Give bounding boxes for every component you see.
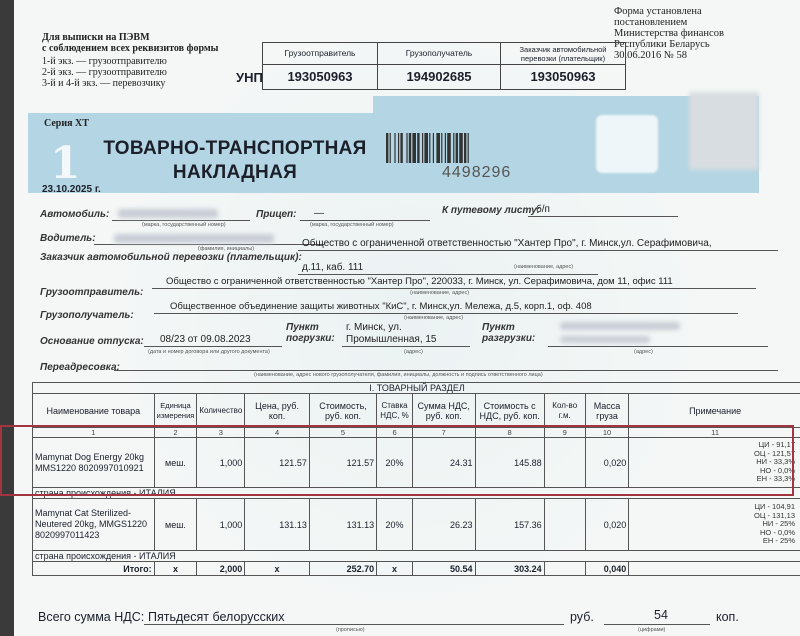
unp-consignee <box>378 43 501 89</box>
release-hint: (дата и номер договора или другого документа) <box>148 349 270 355</box>
unp-value: 194902685 <box>406 69 472 84</box>
totals-price: х <box>245 562 310 576</box>
item-origin: страна происхождения - ИТАЛИЯ <box>33 488 800 499</box>
unp-box <box>262 42 626 90</box>
shipper-label: Грузоотправитель: <box>40 287 144 298</box>
consignee-hint: (наименование, адрес) <box>404 315 464 321</box>
copies-list <box>42 56 167 89</box>
item-price: 121.57 <box>245 438 310 488</box>
col-number: 6 <box>377 428 413 438</box>
readdress-label: Переадресовка: <box>40 362 120 373</box>
note-line: НИ - 33,3% <box>756 457 795 467</box>
item-places <box>544 438 585 488</box>
readdress-line <box>114 370 778 371</box>
col-header: Ставка НДС, % <box>377 394 413 428</box>
item-vat-sum: 26.23 <box>412 499 475 551</box>
series-label: Серия ХТ <box>44 118 89 129</box>
item-note <box>629 499 800 551</box>
table-row <box>33 438 800 488</box>
table-header-row <box>33 394 800 428</box>
waybill-label: К путевому листу: <box>442 205 540 216</box>
item-vat-sum: 24.31 <box>412 438 475 488</box>
col-header: Единица измерения <box>154 394 197 428</box>
customer-label: Заказчик автомобильной перевозки (плательщик): <box>40 252 302 263</box>
col-header: Наименование товара <box>33 394 155 428</box>
release-value: 08/23 от 09.08.2023 <box>160 334 251 345</box>
hologram-stamp <box>689 92 759 170</box>
item-qty: 1,000 <box>197 499 245 551</box>
unp-customer <box>501 43 625 89</box>
item-cost-vat: 157.36 <box>475 499 544 551</box>
waybill-line <box>528 216 678 217</box>
document-date: 23.10.2025 г. <box>42 184 101 195</box>
col-header: Стоимость с НДС, руб. коп. <box>475 394 544 428</box>
consignee-label: Грузополучатель: <box>40 310 134 321</box>
item-vat-rate: 20% <box>377 499 413 551</box>
vehicle-redacted <box>118 209 218 218</box>
col-number-row <box>33 428 800 438</box>
note-line: НИ - 25% <box>762 519 795 529</box>
vat-total-label: Всего сумма НДС: <box>38 610 145 624</box>
vat-kop-value: 54 <box>654 608 668 622</box>
driver-line <box>94 244 324 245</box>
customer-line-2 <box>298 274 598 275</box>
item-cost: 131.13 <box>309 499 376 551</box>
shipper-value: Общество с ограниченной ответственностью "Хантер Про", 220033, г. Минск, ул. Серафимовича, дом 11, офис 111 <box>166 276 673 287</box>
customer-value-1: Общество с ограниченной ответственностью "Хантер Про", г. Минск,ул. Серафимовича, <box>302 238 712 249</box>
form-est-line: Министерства финансов <box>614 28 724 39</box>
form-est-line: Республики Беларусь <box>614 39 710 50</box>
item-vat-rate: 20% <box>377 438 413 488</box>
item-unit: меш. <box>154 438 197 488</box>
unloading-hint: (адрес) <box>634 349 653 355</box>
note-line: ОЦ - 131,13 <box>754 510 795 520</box>
item-price: 131.13 <box>245 499 310 551</box>
pevm-line2: с соблюдением всех реквизитов формы <box>42 43 219 54</box>
consignee-line <box>154 313 738 314</box>
vehicle-label: Автомобиль: <box>40 209 110 220</box>
pevm-line1: Для выписки на ПЭВМ <box>42 32 150 43</box>
item-unit: меш. <box>154 499 197 551</box>
totals-label: Итого: <box>33 562 155 576</box>
loading-label: Пункт погрузки: <box>286 322 335 344</box>
customer-hint: (наименование, адрес) <box>514 264 574 270</box>
section-title: I. ТОВАРНЫЙ РАЗДЕЛ <box>33 383 800 394</box>
readdress-hint: (наименование, адрес нового грузополучателя, фамилия, инициалы, должность и подпись ответственного лица) <box>254 372 543 378</box>
shipper-hint: (наименование, адрес) <box>410 290 470 296</box>
col-header: Количество <box>197 394 245 428</box>
barcode-number: 4498296 <box>442 164 512 181</box>
vat-total-hint-words: (прописью) <box>336 627 365 633</box>
item-cost: 121.57 <box>309 438 376 488</box>
col-number: 4 <box>245 428 310 438</box>
note-line: НО - 0,0% <box>759 527 795 537</box>
copy-1: 1-й экз. — грузоотправителю <box>42 56 167 67</box>
shipper-line <box>152 288 756 289</box>
totals-row <box>33 562 800 576</box>
col-number: 11 <box>629 428 800 438</box>
item-mass: 0,020 <box>585 499 628 551</box>
item-name: Mamynat Cat Sterilized-Neutered 20kg, MMGS1220 8020997011423 <box>33 499 155 551</box>
vat-total-line <box>144 624 564 625</box>
copy-number: 1 <box>50 138 81 189</box>
totals-mass: 0,040 <box>585 562 628 576</box>
col-header: Цена, руб. коп. <box>245 394 310 428</box>
unloading-label: Пункт разгрузки: <box>482 322 536 344</box>
col-number: 2 <box>154 428 197 438</box>
loading-line <box>342 346 470 347</box>
unp-value: 193050963 <box>530 69 596 84</box>
item-note <box>629 438 800 488</box>
loading-hint: (адрес) <box>404 349 423 355</box>
vat-rub-label: руб. <box>570 610 594 624</box>
item-places <box>544 499 585 551</box>
item-origin: страна происхождения - ИТАЛИЯ <box>33 551 800 562</box>
totals-vat-rate: х <box>377 562 413 576</box>
unp-value: 193050963 <box>287 69 353 84</box>
waybill-document <box>14 0 800 636</box>
form-est-line: Форма установлена <box>614 6 702 17</box>
form-est-line: постановлением <box>614 17 688 28</box>
waybill-value: б/п <box>536 204 550 215</box>
unloading-redacted <box>560 322 680 330</box>
security-mark <box>596 115 658 173</box>
trailer-hint: (марка, государственный номер) <box>310 222 394 228</box>
col-number: 10 <box>585 428 628 438</box>
totals-qty: 2,000 <box>197 562 245 576</box>
note-line: ЕН - 33,3% <box>756 474 795 484</box>
col-header: Примечание <box>629 394 800 428</box>
vat-total-hint-digits: (цифрами) <box>638 627 666 633</box>
unloading-line <box>548 346 768 347</box>
unp-shipper <box>263 43 378 89</box>
item-name: Mamynat Dog Energy 20kg MMS1220 8020997010921 <box>33 438 155 488</box>
release-line <box>144 346 282 347</box>
trailer-value: — <box>314 208 324 219</box>
note-line: ЦИ - 104,91 <box>754 502 795 512</box>
unp-head: Грузополучатель <box>378 43 500 65</box>
col-header: Кол-во г.м. <box>544 394 585 428</box>
unloading-redacted <box>560 336 650 343</box>
col-header: Стоимость, руб. коп. <box>309 394 376 428</box>
unp-head: Заказчик автомобильной перевозки (плательщик) <box>501 43 625 65</box>
col-number: 7 <box>412 428 475 438</box>
origin-row <box>33 488 800 499</box>
unp-head: Грузоотправитель <box>263 43 377 65</box>
barcode <box>386 133 546 163</box>
totals-places <box>544 562 585 576</box>
note-line: НО - 0,0% <box>759 465 795 475</box>
vat-total-words: Пятьдесят белорусских <box>148 610 285 624</box>
col-number: 8 <box>475 428 544 438</box>
driver-label: Водитель: <box>40 233 96 244</box>
note-line: ОЦ - 121,57 <box>754 448 795 458</box>
form-est-line: 30.06.2016 № 58 <box>614 50 688 61</box>
col-number: 1 <box>33 428 155 438</box>
vat-kop-line <box>604 624 710 625</box>
table-row <box>33 499 800 551</box>
unp-label: УНП <box>236 70 263 85</box>
col-header: Сумма НДС, руб. коп. <box>412 394 475 428</box>
driver-redacted <box>114 234 274 243</box>
form-established-note <box>614 6 724 61</box>
loading-value-2: Промышленная, 15 <box>346 334 437 345</box>
col-header: Масса груза <box>585 394 628 428</box>
trailer-label: Прицеп: <box>256 209 297 220</box>
col-number: 5 <box>309 428 376 438</box>
note-line: ЕН - 25% <box>762 536 795 546</box>
totals-cost: 252.70 <box>309 562 376 576</box>
customer-value-2: д.11, каб. 111 <box>302 262 364 273</box>
trailer-line <box>300 220 430 221</box>
loading-value-1: г. Минск, ул. <box>346 322 402 333</box>
totals-unit: х <box>154 562 197 576</box>
vehicle-line <box>112 220 250 221</box>
item-cost-vat: 145.88 <box>475 438 544 488</box>
item-mass: 0,020 <box>585 438 628 488</box>
document-title <box>100 137 370 185</box>
note-line: ЦИ - 91,17 <box>758 440 795 450</box>
release-label: Основание отпуска: <box>40 336 144 347</box>
goods-table <box>32 382 800 576</box>
totals-cost-vat: 303.24 <box>475 562 544 576</box>
driver-hint: (фамилия, инициалы) <box>198 246 255 252</box>
consignee-value: Общественное объединение защиты животных "КиС", г. Минск,ул. Мележа, д.5, корп.1, оф. 408 <box>170 301 592 312</box>
totals-vat-sum: 50.54 <box>412 562 475 576</box>
origin-row <box>33 551 800 562</box>
col-number: 3 <box>197 428 245 438</box>
customer-line-1 <box>298 250 778 251</box>
title-line2: НАКЛАДНАЯ <box>172 162 298 183</box>
item-qty: 1,000 <box>197 438 245 488</box>
copy-3: 3-й и 4-й экз. — перевозчику <box>42 78 166 89</box>
vat-kop-label: коп. <box>716 610 739 624</box>
title-line1: ТОВАРНО-ТРАНСПОРТНАЯ <box>103 138 367 159</box>
totals-note <box>629 562 800 576</box>
pevm-note <box>42 32 218 54</box>
copy-2: 2-й экз. — грузоотправителю <box>42 67 167 78</box>
col-number: 9 <box>544 428 585 438</box>
vehicle-hint: (марка, государственный номер) <box>142 222 226 228</box>
